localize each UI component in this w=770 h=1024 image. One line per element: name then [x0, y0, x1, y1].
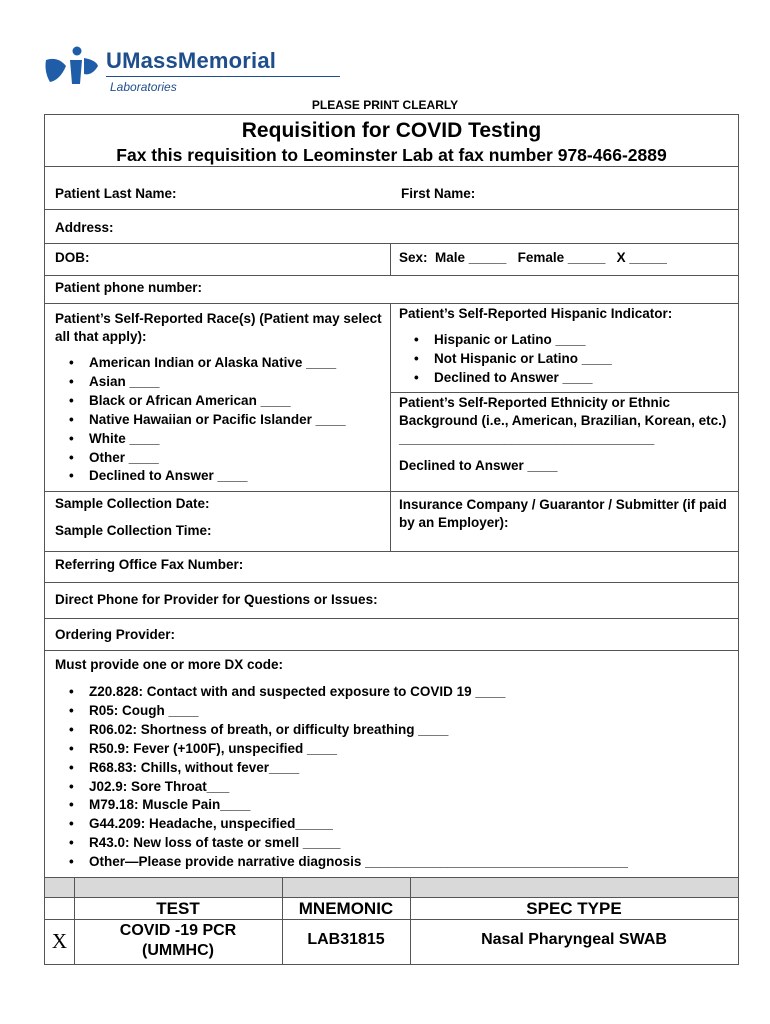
collection-time-label: Sample Collection Time: — [55, 523, 212, 538]
dx-code-item: • R05: Cough ____ — [45, 702, 738, 721]
test-mnemonic: LAB31815 — [307, 931, 385, 948]
test-table-row — [45, 920, 738, 964]
requisition-form — [44, 114, 739, 965]
dx-code-item: • Z20.828: Contact with and suspected exposure to COVID 19 ____ — [45, 683, 738, 702]
col-spec: SPEC TYPE — [526, 899, 622, 918]
race-options — [45, 354, 382, 486]
collection-row — [45, 492, 738, 552]
dx-code-item: • R50.9: Fever (+100F), unspecified ____ — [45, 740, 738, 759]
race-option: • White ____ — [45, 430, 382, 449]
hispanic-option: • Declined to Answer ____ — [390, 369, 738, 388]
dob-row — [45, 244, 738, 276]
title-row — [45, 115, 738, 167]
logo-divider — [106, 76, 340, 77]
hispanic-option: • Not Hispanic or Latino ____ — [390, 350, 738, 369]
dx-code-item: • Other—Please provide narrative diagnosis ___________________________________ — [45, 853, 738, 872]
demographics-row — [45, 304, 738, 492]
race-option: • Native Hawaiian or Pacific Islander ____ — [45, 411, 382, 430]
print-notice: PLEASE PRINT CLEARLY — [311, 98, 459, 112]
direct-phone-row — [45, 583, 738, 619]
race-option: • Black or African American ____ — [45, 392, 382, 411]
phone-label: Patient phone number: — [55, 280, 203, 295]
ethnicity-heading: Patient’s Self-Reported Ethnicity or Ethnic Background (i.e., American, Brazilian, Korean, etc.) __________________________________ — [399, 395, 727, 446]
direct-phone-label: Direct Phone for Provider for Questions or Issues: — [55, 592, 378, 607]
table-spacer-row — [45, 878, 738, 898]
hispanic-options — [390, 331, 738, 388]
dob-label: DOB: — [55, 250, 90, 265]
insurance-label: Insurance Company / Guarantor / Submitter (if paid by an Employer): — [399, 497, 727, 530]
dx-codes — [45, 683, 738, 872]
dx-row — [45, 651, 738, 878]
hispanic-section — [390, 304, 738, 491]
dx-code-item: • R06.02: Shortness of breath, or difficulty breathing ____ — [45, 721, 738, 740]
address-row — [45, 210, 738, 244]
test-table-header — [45, 898, 738, 920]
brand-subtitle: Laboratories — [110, 80, 177, 94]
umass-logo-icon — [44, 46, 100, 86]
spec-type: Nasal Pharyngeal SWAB — [481, 931, 667, 948]
ordering-provider-row — [45, 619, 738, 651]
name-row — [45, 167, 738, 210]
referring-fax-row — [45, 552, 738, 583]
logo — [44, 44, 304, 96]
collection-section — [45, 492, 390, 551]
hispanic-heading: Patient’s Self-Reported Hispanic Indicator: — [399, 306, 673, 321]
referring-fax-label: Referring Office Fax Number: — [55, 557, 244, 572]
col-mnemonic: MNEMONIC — [298, 899, 394, 918]
phone-row — [45, 276, 738, 304]
ethnicity-divider — [390, 392, 738, 393]
last-name-label: Patient Last Name: — [55, 186, 177, 201]
race-section — [45, 304, 390, 491]
dx-heading: Must provide one or more DX code: — [55, 657, 284, 672]
test-name: COVID -19 PCR (UMMHC) — [119, 922, 237, 959]
race-option: • Other ____ — [45, 449, 382, 468]
race-option: • American Indian or Alaska Native ____ — [45, 354, 382, 373]
col-test: TEST — [156, 899, 200, 918]
fax-instruction: Fax this requisition to Leominster Lab at fax number 978-466-2889 — [116, 145, 667, 165]
address-label: Address: — [55, 220, 114, 235]
race-option: • Asian ____ — [45, 373, 382, 392]
ordering-provider-label: Ordering Provider: — [55, 627, 176, 642]
ethnicity-declined: Declined to Answer ____ — [399, 458, 558, 473]
dx-code-item: • G44.209: Headache, unspecified_____ — [45, 815, 738, 834]
sex-field: Sex: Male _____ Female _____ X _____ — [399, 250, 667, 265]
brand-name: UMassMemorial — [106, 48, 277, 73]
first-name-label: First Name: — [401, 186, 476, 201]
dx-code-item: • J02.9: Sore Throat___ — [45, 778, 738, 797]
race-heading: Patient’s Self-Reported Race(s) (Patient may select all that apply): — [55, 311, 382, 344]
dx-code-item: • R43.0: New loss of taste or smell _____ — [45, 834, 738, 853]
selected-mark[interactable]: X — [51, 929, 68, 953]
form-title: Requisition for COVID Testing — [241, 119, 542, 142]
race-option: • Declined to Answer ____ — [45, 467, 382, 486]
collection-date-label: Sample Collection Date: — [55, 496, 210, 511]
dx-code-item: • R68.83: Chills, without fever____ — [45, 759, 738, 778]
hispanic-option: • Hispanic or Latino ____ — [390, 331, 738, 350]
dx-code-item: • M79.18: Muscle Pain____ — [45, 796, 738, 815]
